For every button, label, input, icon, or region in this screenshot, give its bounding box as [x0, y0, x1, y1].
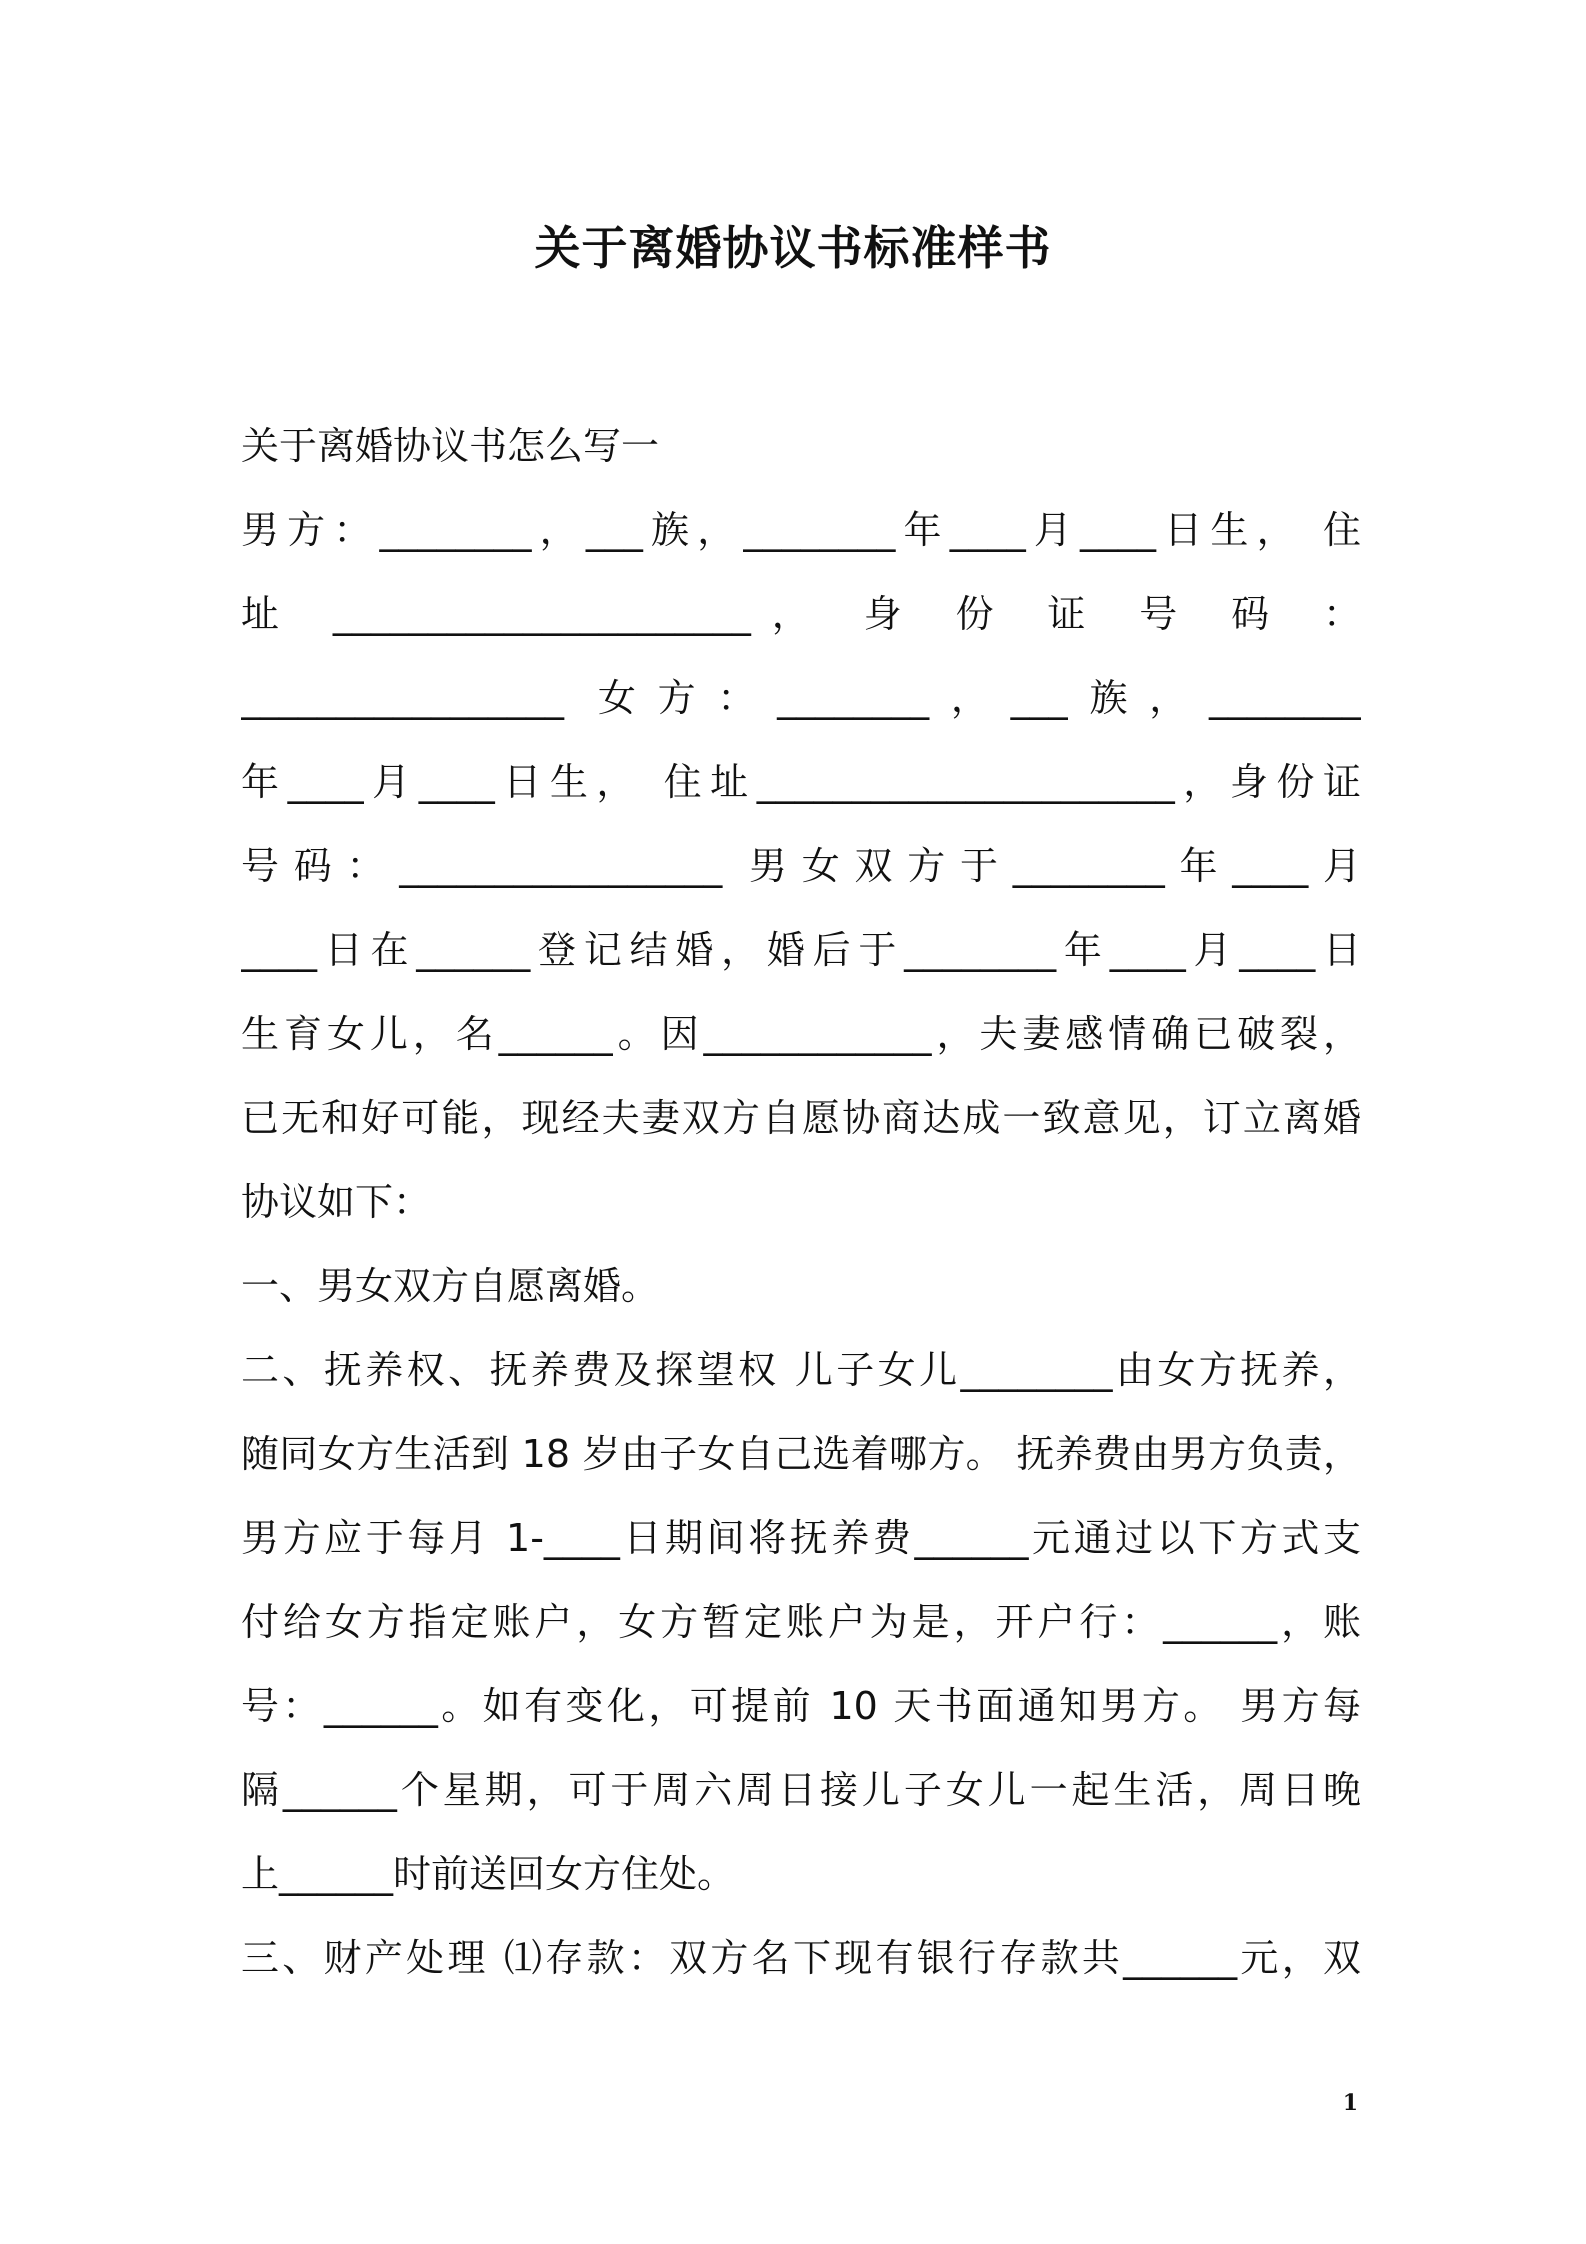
body-line: ____日在______登记结婚，婚后于________年____月____日 [241, 928, 1361, 972]
body-line: 男方：________，___族，________年____月____日生， 住 [241, 508, 1361, 552]
body-line: 二、抚养权、抚养费及探望权 儿子女儿________由女方抚养， [241, 1348, 1361, 1392]
body-line: 协议如下： [241, 1180, 432, 1224]
body-line: 年____月____日生， 住址______________________，身份证 [241, 760, 1361, 804]
body-line: 已无和好可能，现经夫妻双方自愿协商达成一致意见，订立离婚 [241, 1096, 1361, 1140]
body-line: 隔______个星期，可于周六周日接儿子女儿一起生活，周日晚 [241, 1768, 1361, 1812]
body-line: 三、财产处理 ⑴存款：双方名下现有银行存款共______元，双 [241, 1936, 1361, 1980]
body-line: 生育女儿，名______。因____________，夫妻感情确已破裂， [241, 1012, 1361, 1056]
body-line: 号码：_________________ 男女双方于________年____月 [241, 844, 1361, 888]
body-line: _________________ 女方：________，___族，________ [241, 676, 1361, 720]
body-line: 上______时前送回女方住处。 [241, 1852, 736, 1896]
page-number: 1 [1342, 2090, 1358, 2116]
document-title: 关于离婚协议书标准样书 [534, 221, 1052, 275]
body-line: 号：______。如有变化，可提前 10 天书面通知男方。 男方每 [241, 1684, 1361, 1728]
body-line: 关于离婚协议书怎么写一 [241, 424, 660, 468]
body-line: 男方应于每月 1-____日期间将抚养费______元通过以下方式支 [241, 1516, 1361, 1560]
body-line: 随同女方生活到 18 岁由子女自己选着哪方。 抚养费由男方负责， [241, 1432, 1361, 1476]
body-line: 址 ______________________， 身 份 证 号 码 ： [241, 592, 1361, 636]
body-line: 付给女方指定账户，女方暂定账户为是，开户行：______，账 [241, 1600, 1361, 1644]
document-body [241, 404, 1361, 2000]
body-line: 一、男女双方自愿离婚。 [241, 1264, 660, 1308]
